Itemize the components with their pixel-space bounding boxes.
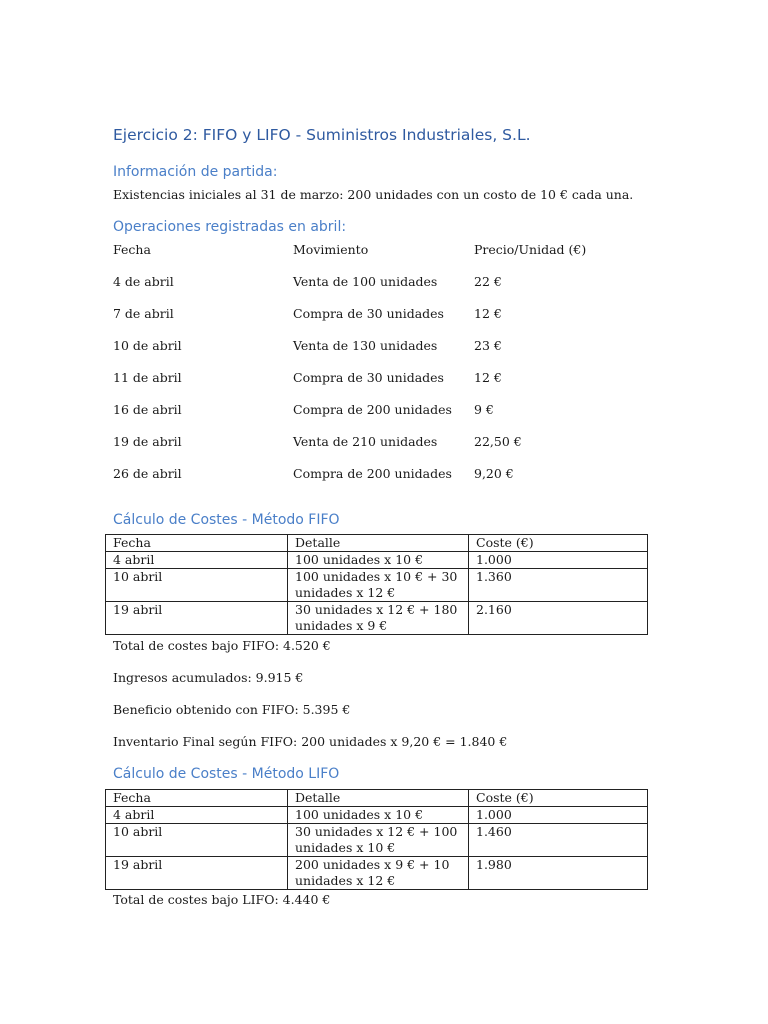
cell-detalle: 200 unidades x 9 € + 10 unidades x 12 € [288,857,469,890]
cell-detalle: 100 unidades x 10 € [288,807,469,824]
operations-table [113,242,653,498]
table-row [106,602,648,635]
cell-fecha: 4 abril [106,807,288,824]
operation-date: 26 de abril [113,466,182,481]
operations-row [113,338,653,370]
operations-row [113,274,653,306]
fifo-heading: Cálculo de Costes - Método FIFO [113,512,340,528]
fifo-profit: Beneficio obtenido con FIFO: 5.395 € [113,702,351,717]
cell-fecha: 19 abril [106,602,288,635]
header-fecha: Fecha [106,535,288,552]
lifo-heading: Cálculo de Costes - Método LIFO [113,766,340,782]
operation-date: 11 de abril [113,370,182,385]
header-coste: Coste (€) [469,790,648,807]
table-header-row [106,535,648,552]
operations-row [113,466,653,498]
table-row [106,569,648,602]
operation-movement: Venta de 130 unidades [293,338,438,353]
header-detalle: Detalle [288,790,469,807]
lifo-table [105,789,648,890]
table-header-row [106,790,648,807]
operation-price: 9,20 € [474,466,514,481]
cell-coste: 2.160 [469,602,648,635]
operation-price: 12 € [474,306,502,321]
cell-detalle: 30 unidades x 12 € + 100 unidades x 10 € [288,824,469,857]
operations-row [113,434,653,466]
cell-coste: 1.460 [469,824,648,857]
operation-date: 19 de abril [113,434,182,449]
operation-movement: Compra de 30 unidades [293,370,444,385]
info-text: Existencias iniciales al 31 de marzo: 200 unidades con un costo de 10 € cada una. [113,187,634,202]
info-heading: Información de partida: [113,164,278,180]
header-movimiento: Movimiento [293,242,369,257]
operations-row [113,306,653,338]
fifo-income: Ingresos acumulados: 9.915 € [113,670,304,685]
operations-header-row [113,242,653,274]
operation-price: 12 € [474,370,502,385]
operation-date: 10 de abril [113,338,182,353]
operation-date: 4 de abril [113,274,174,289]
operation-date: 7 de abril [113,306,174,321]
fifo-table [105,534,648,635]
cell-detalle: 100 unidades x 10 € + 30 unidades x 12 € [288,569,469,602]
cell-fecha: 10 abril [106,569,288,602]
page-title: Ejercicio 2: FIFO y LIFO - Suministros Industriales, S.L. [113,126,531,144]
cell-fecha: 10 abril [106,824,288,857]
cell-detalle: 30 unidades x 12 € + 180 unidades x 9 € [288,602,469,635]
header-detalle: Detalle [288,535,469,552]
header-coste: Coste (€) [469,535,648,552]
cell-coste: 1.980 [469,857,648,890]
operation-movement: Compra de 30 unidades [293,306,444,321]
fifo-inventory: Inventario Final según FIFO: 200 unidades x 9,20 € = 1.840 € [113,734,508,749]
fifo-total: Total de costes bajo FIFO: 4.520 € [113,638,331,653]
operation-price: 22,50 € [474,434,522,449]
cell-coste: 1.000 [469,552,648,569]
operation-price: 9 € [474,402,494,417]
cell-coste: 1.360 [469,569,648,602]
operations-heading: Operaciones registradas en abril: [113,219,347,235]
cell-detalle: 100 unidades x 10 € [288,552,469,569]
cell-fecha: 19 abril [106,857,288,890]
cell-coste: 1.000 [469,807,648,824]
lifo-total: Total de costes bajo LIFO: 4.440 € [113,892,331,907]
operations-row [113,370,653,402]
header-fecha: Fecha [106,790,288,807]
table-row [106,824,648,857]
operation-movement: Compra de 200 unidades [293,466,452,481]
table-row [106,857,648,890]
operation-movement: Venta de 210 unidades [293,434,438,449]
header-precio: Precio/Unidad (€) [474,242,587,257]
operation-price: 22 € [474,274,502,289]
operations-row [113,402,653,434]
table-row [106,552,648,569]
operation-price: 23 € [474,338,502,353]
operation-date: 16 de abril [113,402,182,417]
header-fecha: Fecha [113,242,151,257]
cell-fecha: 4 abril [106,552,288,569]
operation-movement: Compra de 200 unidades [293,402,452,417]
operation-movement: Venta de 100 unidades [293,274,438,289]
table-row [106,807,648,824]
